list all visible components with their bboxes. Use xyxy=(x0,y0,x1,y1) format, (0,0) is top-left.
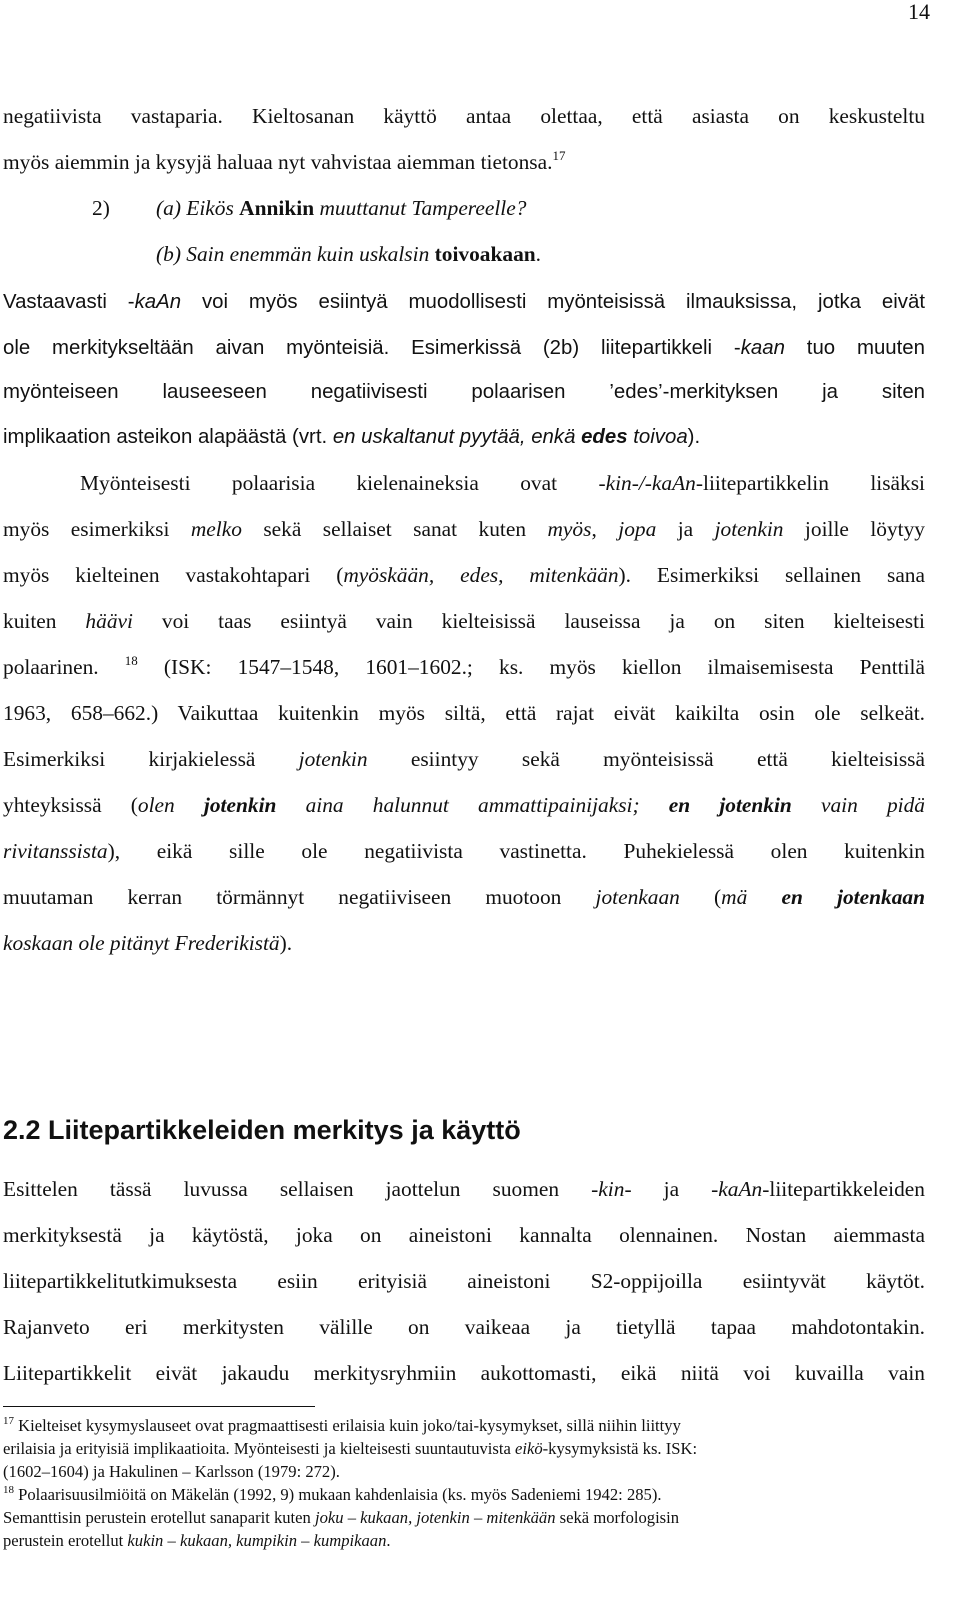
text-line: implikaation asteikon alapäästä (vrt. en uskaltanut pyytää, enkä edes toivoa). xyxy=(3,426,701,448)
text-line: kuiten häävi voi taas esiintyä vain kielteisissä lauseissa ja on siten kielteisesti xyxy=(3,609,925,633)
text-line: myönteiseen lauseeseen negatiivisesti polaarisen ’edes’-merkityksen ja siten xyxy=(3,381,925,403)
text-line: Rajanveto eri merkitysten välille on vaikeaa ja tietyllä tapaa mahdotontakin. xyxy=(3,1315,925,1339)
footnote-line: perustein erotellut kukin – kukaan, kumpikin – kumpikaan. xyxy=(3,1531,391,1550)
footnote-ref: 18 xyxy=(124,653,138,668)
text-line: koskaan ole pitänyt Frederikistä). xyxy=(3,931,293,955)
text-line: yhteyksissä (olen jotenkin aina halunnut ammattipainijaksi; en jotenkin vain pidä xyxy=(3,793,925,817)
example-a: (a) Eikös Annikin muuttanut Tampereelle? xyxy=(156,196,527,220)
text-line: 1963, 658–662.) Vaikuttaa kuitenkin myös siltä, että rajat eivät kaikilta osin ole selkeät. xyxy=(3,701,925,725)
text-line: myös kielteinen vastakohtapari (myöskään, edes, mitenkään). Esimerkiksi sellainen sana xyxy=(3,563,925,587)
text-line: Esimerkiksi kirjakielessä jotenkin esiintyy sekä myönteisissä että kielteisissä xyxy=(3,747,925,771)
section-heading: 2.2 Liitepartikkeleiden merkitys ja käyttö xyxy=(3,1115,521,1145)
text-line: Liitepartikkelit eivät jakaudu merkitysryhmiin aukottomasti, eikä niitä voi kuvailla vain xyxy=(3,1361,925,1385)
text-line: myös aiemmin ja kysyjä haluaa nyt vahvistaa aiemman tietonsa.$^{17}$ xyxy=(3,148,566,174)
example-number: 2) xyxy=(92,196,110,220)
text-line: negatiivista vastaparia. Kieltosanan käyttö antaa olettaa, että asiasta on keskusteltu xyxy=(3,104,925,128)
text-line: muutaman kerran törmännyt negatiiviseen muotoon jotenkaan (mä en jotenkaan xyxy=(3,885,925,909)
footnote-18: $^{18}$ Polaarisuusilmiöitä on Mäkelän (1992, 9) mukaan kahdenlaisia (ks. myös Sadeniemi 1942: 285). xyxy=(3,1484,662,1504)
text-line: ole merkitykseltään aivan myönteisiä. Esimerkissä (2b) liitepartikkeli -kaan tuo muuten xyxy=(3,337,925,359)
text-line: myös esimerkiksi melko sekä sellaiset sanat kuten myös, jopa ja jotenkin joille löytyy xyxy=(3,517,925,541)
example-b: (b) Sain enemmän kuin uskalsin toivoakaan. xyxy=(156,242,542,266)
footnote-ref: 17 xyxy=(552,148,566,163)
text-line: rivitanssista), eikä sille ole negatiivista vastinetta. Puhekielessä olen kuitenkin xyxy=(3,839,925,863)
footnote-line: (1602–1604) ja Hakulinen – Karlsson (1979: 272). xyxy=(3,1462,340,1481)
footnote-17: $^{17}$ Kielteiset kysymyslauseet ovat pragmaattisesti erilaisia kuin joko/tai-kysymykset, sillä niihin liittyy xyxy=(3,1415,681,1435)
footnote-line: erilaisia ja erityisiä implikaatioita. Myönteisesti ja kielteisesti suuntautuvista eikö-kysymyksistä ks. ISK: xyxy=(3,1439,698,1458)
footnote-divider xyxy=(3,1406,315,1407)
text-line: liitepartikkelitutkimuksesta esiin erityisiä aineistoni S2-oppijoilla esiintyvät käytöt. xyxy=(3,1269,925,1293)
text-line: Myönteisesti polaarisia kielenaineksia ovat -kin-/-kaAn-liitepartikkelin lisäksi xyxy=(80,471,926,495)
footnote-line: Semanttisin perustein erotellut sanaparit kuten joku – kukaan, jotenkin – mitenkään sekä morfologisin xyxy=(3,1508,680,1527)
page-number: 14 xyxy=(908,0,930,24)
text-line: polaarinen. $^{18}$ (ISK: 1547–1548, 1601–1602.; ks. myös kiellon ilmaisemisesta Penttilä xyxy=(3,653,925,679)
text-line: Esittelen tässä luvussa sellaisen jaottelun suomen -kin- ja -kaAn-liitepartikkeleiden xyxy=(3,1177,925,1201)
text-line: merkityksestä ja käytöstä, joka on aineistoni kannalta olennainen. Nostan aiemmasta xyxy=(3,1223,925,1247)
text-line: Vastaavasti -kaAn voi myös esiintyä muodollisesti myönteisissä ilmauksissa, jotka eivät xyxy=(3,291,925,313)
